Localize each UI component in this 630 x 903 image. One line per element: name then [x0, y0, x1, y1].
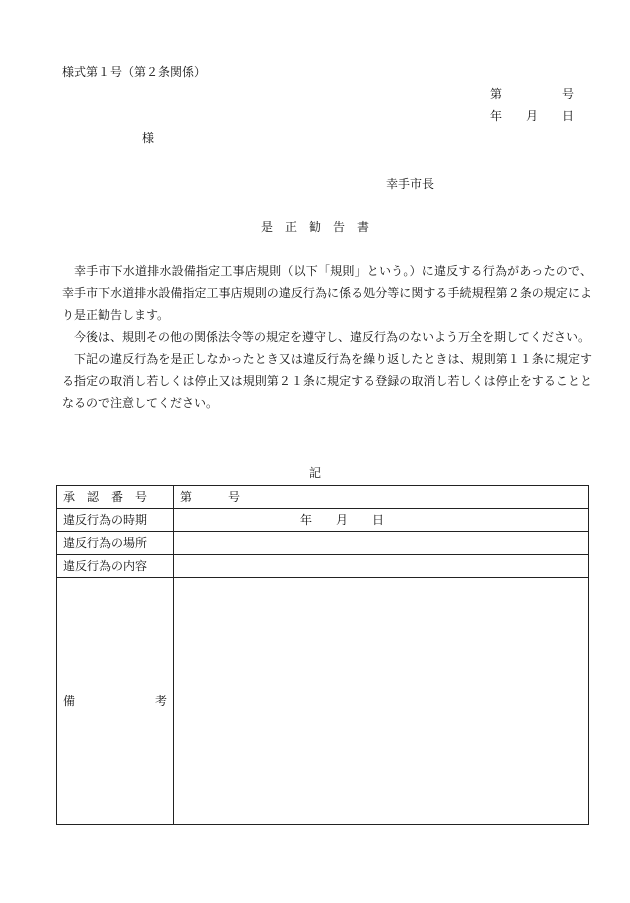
table-row [57, 555, 589, 578]
body-paragraph-1: 幸手市下水道排水設備指定工事店規則（以下「規則」という。）に違反する行為があったので、幸手市下水道排水設備指定工事店規則の違反行為に係る処分等に関する手続規程第２条の規定により是正勧告します。 [62, 264, 592, 322]
body-paragraph-2: 今後は、規則その他の関係法令等の規定を遵守し、違反行為のないよう万全を期してください。 [74, 330, 591, 344]
issuer: 幸手市長 [386, 177, 435, 191]
table-row [57, 532, 589, 555]
remarks-label-left: 備 [63, 694, 76, 708]
document-title: 是 正 勧 告 書 [260, 220, 369, 234]
remarks-label-right: 考 [154, 694, 167, 708]
form-number: 様式第１号（第２条関係） [62, 65, 207, 79]
table-row [57, 486, 589, 509]
violation-content-value [174, 555, 589, 578]
remarks-label [57, 578, 174, 825]
approval-number-label: 承 認 番 号 [57, 486, 174, 509]
approval-number-value: 第 号 [174, 486, 589, 509]
table-row [57, 509, 589, 532]
violation-place-value [174, 532, 589, 555]
violation-time-value: 年 月 日 [174, 509, 589, 532]
ki-heading: 記 [308, 466, 321, 480]
violation-place-label: 違反行為の場所 [57, 532, 174, 555]
document-date: 年 月 日 [490, 109, 575, 123]
document-number: 第 号 [490, 87, 575, 101]
violation-content-label: 違反行為の内容 [57, 555, 174, 578]
violation-time-label: 違反行為の時期 [57, 509, 174, 532]
body-text [62, 260, 592, 414]
addressee: 様 [142, 131, 155, 145]
body-paragraph-3: 下記の違反行為を是正しなかったとき又は違反行為を繰り返したときは、規則第１１条に規定する指定の取消し若しくは停止又は規則第２１条に規定する登録の取消し若しくは停止をすることとなるので注意してください。 [62, 352, 592, 410]
remarks-value [174, 578, 589, 825]
record-table [56, 485, 589, 825]
table-row [57, 578, 589, 825]
